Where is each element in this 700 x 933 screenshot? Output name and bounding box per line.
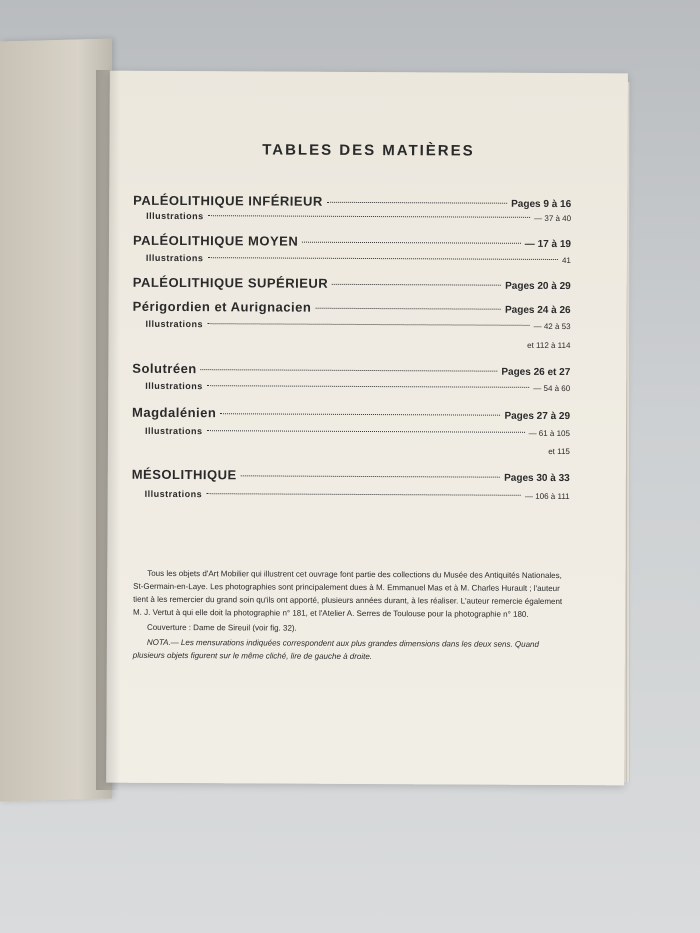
leader-dots xyxy=(201,369,498,372)
toc-pages: — 42 à 53 xyxy=(533,321,571,332)
toc-entry xyxy=(133,233,571,250)
toc-label: Illustrations xyxy=(145,380,203,392)
toc-label: Illustrations xyxy=(145,252,204,264)
toc-label: MÉSOLITHIQUE xyxy=(131,466,237,483)
toc-label: Illustrations xyxy=(145,318,204,330)
nota: NOTA.— Les mensurations indiquées correspondent aux plus grandes dimensions dans les deux sens. Quand plusieurs objets figurent sur le même cliché, lire de gauche à droite. xyxy=(132,637,539,662)
toc-label: PALÉOLITHIQUE MOYEN xyxy=(132,232,299,249)
toc-entry xyxy=(132,405,570,422)
toc-label: PALÉOLITHIQUE INFÉRIEUR xyxy=(133,192,323,209)
leader-dots xyxy=(220,413,500,415)
toc-label: Illustrations xyxy=(144,488,203,500)
toc-extra-pages: et 112 à 114 xyxy=(527,340,571,351)
acknowledgements xyxy=(133,567,570,666)
leader-dots xyxy=(241,475,500,477)
toc-pages: Pages 26 et 27 xyxy=(501,366,571,379)
leader-dots xyxy=(208,215,531,218)
toc-label: Illustrations xyxy=(146,210,204,222)
leader-dots xyxy=(207,385,530,388)
leader-dots xyxy=(327,202,507,204)
book-page xyxy=(106,71,628,786)
toc-entry xyxy=(132,361,570,378)
toc-pages: Pages 30 à 33 xyxy=(504,472,570,485)
toc-entry xyxy=(145,489,570,501)
leader-dots xyxy=(332,284,501,286)
toc-title: TABLES DES MATIÈRES xyxy=(262,141,475,160)
toc-entry xyxy=(145,426,570,438)
notes-paragraph: Tous les objets d'Art Mobilier qui illustrent cet ouvrage font partie des collections du Musée des Antiquités Nationales, St-Germain-en-Laye. Les photographies sont principalement dues à M. Emmanuel Mas et à M. Charles Hurault ; l'auteur tient à les remercier du grand soin qu'ils ont apporté, plusieurs années durant, à les réaliser. L'auteur remercie également M. J. Vertut à qui elle doit la photographie n° 181, et l'Atelier A. Serres de Toulouse pour la photographie n° 180. xyxy=(133,568,563,619)
toc-entry xyxy=(133,299,571,316)
toc-pages: 41 xyxy=(561,256,571,266)
toc-entry xyxy=(133,193,571,210)
toc-pages: Pages 20 à 29 xyxy=(505,280,571,293)
toc-label: Périgordien et Aurignacien xyxy=(132,298,312,315)
toc-extra-pages: et 115 xyxy=(548,446,570,457)
toc-pages: — 17 à 19 xyxy=(524,238,571,251)
toc-label: Solutréen xyxy=(132,360,197,377)
leader-dots xyxy=(207,257,558,260)
toc-pages: — 54 à 60 xyxy=(533,383,571,394)
cover-credit: Couverture : Dame de Sireuil (voir fig. 32). xyxy=(146,622,297,633)
leader-dots xyxy=(207,323,530,326)
toc-pages: Pages 9 à 16 xyxy=(511,198,572,211)
leader-dots xyxy=(302,242,521,244)
toc-pages: — 61 à 105 xyxy=(528,428,570,439)
toc-label: Illustrations xyxy=(144,425,203,437)
toc-entry xyxy=(146,211,571,223)
toc-entry xyxy=(133,275,571,292)
leader-dots xyxy=(206,493,521,496)
toc-pages: Pages 27 à 29 xyxy=(504,410,571,423)
toc-pages: — 37 à 40 xyxy=(534,213,572,224)
leader-dots xyxy=(315,308,501,310)
toc-entry xyxy=(146,319,571,331)
spine-shadow xyxy=(96,70,120,790)
toc-pages: Pages 24 à 26 xyxy=(504,304,571,317)
toc-label: PALÉOLITHIQUE SUPÉRIEUR xyxy=(132,274,329,291)
leader-dots xyxy=(206,430,524,433)
toc-entry xyxy=(145,381,570,393)
toc-entry xyxy=(132,467,570,484)
toc-entry xyxy=(146,253,571,265)
toc-label: Magdalénien xyxy=(132,404,217,421)
toc-pages: — 106 à 111 xyxy=(524,491,570,502)
